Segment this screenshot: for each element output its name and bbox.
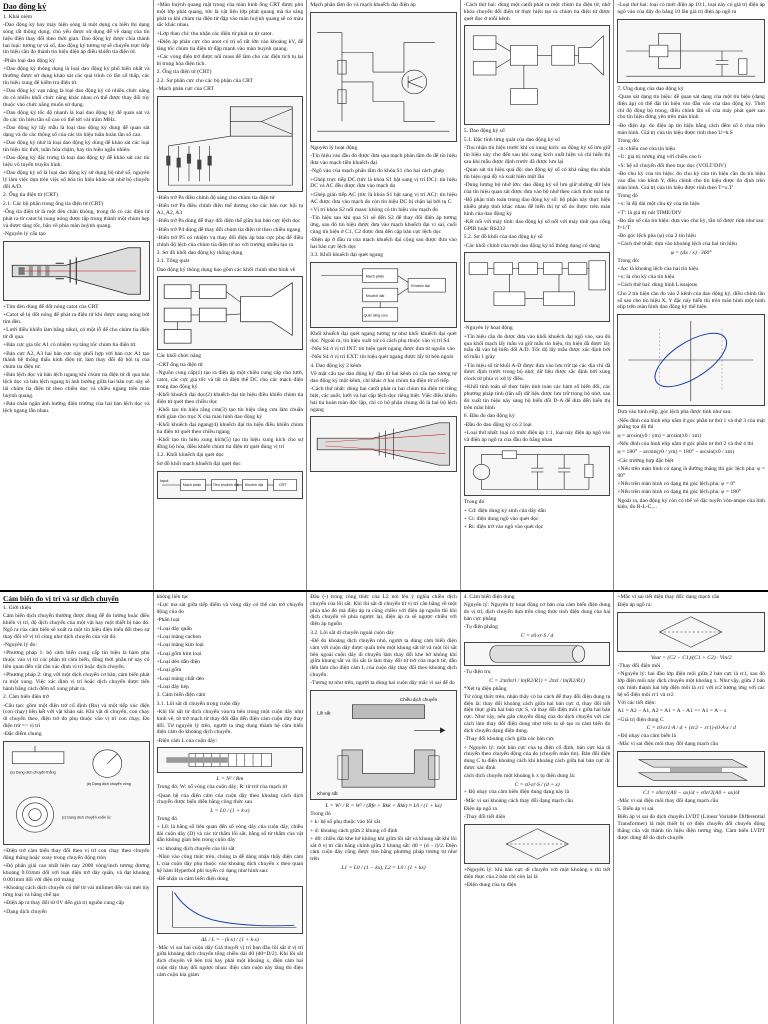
potentiometer-types-figure	[3, 741, 150, 845]
lissajous-ellipse-diagram	[617, 314, 765, 406]
text-paragraph: + Độ nhạy của cảm biến điện dung dạng này là	[463, 789, 570, 796]
text-paragraph: -Khối tạo tín hiệu xung kích(5) tạo tín hiệu xung kích cho sự đồng bộ hóa, điều khiển chùm tia điện tử quét đúng vị trí	[156, 437, 304, 451]
bridge-circuit-figure	[464, 824, 611, 864]
top-column-3	[307, 0, 461, 590]
text-paragraph: +Lực ma sát giữa tiếp điểm và vòng dây có thể cản trở chuyển động của đo	[156, 602, 304, 616]
dielectric-plates-figure	[617, 751, 765, 787]
block-label: Khuếch đại	[365, 294, 385, 298]
paragraph-group	[617, 409, 765, 511]
text-paragraph: 5. Biến áp vi sai	[617, 806, 654, 812]
paragraph-group	[617, 2, 765, 16]
text-paragraph: +x: khoảng dịch chuyển của lõi sắt	[156, 845, 235, 852]
text-paragraph: -Đặc điểm chung	[3, 731, 42, 738]
figure-label: Khung sắt	[317, 791, 338, 797]
text-paragraph: -Tụ điện trụ	[463, 669, 491, 676]
paragraph-group	[464, 499, 611, 531]
vertical-amp-block-diagram	[157, 471, 304, 499]
text-paragraph: -Khối khuếch đại ngang(4) khuếch đại tín hiệu điều khiển chùm tia điện tử quét theo chiều ngang	[156, 422, 304, 435]
text-paragraph: 6. Đầu đo dao động ký	[463, 413, 515, 420]
text-paragraph: -Nhìn vào công thức trên, chúng ta dễ dàng nhận thấy điện cảm L của cuộn dây phụ thuộc vào khoảng dịch chuyển x theo quan hệ hàm Hyperbol phi tuyến có dạng như hình sau:	[156, 854, 304, 874]
paragraph-group	[157, 594, 304, 744]
paragraph-group	[310, 2, 457, 9]
paragraph-group	[157, 353, 304, 467]
text-paragraph: + d: khoảng cách giữa 2 khung cổ định	[310, 827, 398, 834]
text-paragraph: 1. Giới thiệu	[3, 605, 32, 612]
dual-beam-crt-diagram	[310, 416, 457, 472]
text-paragraph: -CRT ống tia điện tử	[156, 361, 203, 368]
text-paragraph: +Loại gốm	[156, 667, 182, 674]
text-paragraph: -Các khối chính của một dao động ký số thông dụng có dạng	[463, 242, 600, 249]
section-title-position-sensors: Cảm biến đo vị trí và sự dịch chuyển	[3, 594, 119, 603]
text-paragraph: -Tín hiệu sau khi qua S1 sẽ đến S2 để thay đổi điện áp tương ứng, sau đó tín hiệu được đưa vào mạch khuếch đại vi sai, cuối cùng tín hiệu ở C1, C2 được đưa đến cặp bản cực lệch dọc	[310, 215, 457, 235]
section-position-sensors	[0, 592, 768, 1024]
differential-inductance-equation: L1 = L0 / (1 − kx), L2 = L0 / (1 + kx)	[341, 864, 426, 871]
text-paragraph: Với các tiết diện:	[617, 700, 656, 706]
paragraph-group	[3, 304, 150, 415]
top-column-5	[614, 0, 768, 590]
text-paragraph: +Loại dây quấn	[156, 625, 192, 632]
crt-bias-circuit-diagram	[157, 96, 304, 192]
text-paragraph: +Mắc vi sai tiết diện thay đổi: dạng mạch cầu	[617, 594, 720, 600]
bottom-column-3	[307, 592, 461, 1024]
bottom-column-4	[461, 592, 615, 1024]
text-paragraph: +Loại gốm kim loại	[156, 650, 202, 657]
text-paragraph: +Dao động ký lấy mẫu là loại dao động ký dùng để quan sát dạng và đo các thông số của các tín hiệu tuần hoàn tần số cao.	[3, 124, 150, 138]
text-paragraph: +Tín hiệu số từ khối A-D được đưa vào lưu trữ tại các địa chỉ đã được định trước trong bộ nhớ, dữ liệu được sắc định bởi xung clock từ phía vi xử lý điều.	[463, 362, 611, 383]
top-column-2	[154, 0, 308, 590]
text-paragraph: +Nếu trên màn hình có dạng thì góc lệch pha: φ = 180°	[617, 489, 741, 496]
paragraph-group	[157, 195, 304, 274]
text-paragraph: Trong đó: W: số vòng của cuộn dây; R: từ trở của mạch từ	[156, 784, 288, 791]
text-paragraph: +h: chiều cao của tín hiệu	[617, 146, 676, 153]
text-paragraph: +Catot sẽ bị đốt nóng để phát ra điện tử khi được nung nóng bởi tim đèn.	[3, 311, 150, 325]
paragraph-group	[617, 733, 765, 748]
paragraph-group	[464, 2, 611, 22]
figure-label: Lõi sắt	[317, 710, 331, 716]
text-paragraph: -Thay đổi điện môi	[617, 662, 661, 669]
text-paragraph: Sơ đồ khối mạch khuếch đại quét dọc	[156, 460, 241, 467]
text-paragraph: Nguyên lý: Nguyên lý hoạt động cơ bản của cảm biến điện dung đo vị trí, dịch chuyển dựa trên công thức tính điện dung của hai bản cực phẳng	[463, 602, 611, 622]
text-paragraph: + Ri: điện trở vào ngõ vào quét dọc	[463, 524, 544, 531]
text-paragraph: -Ống tia điện tử là một đèn chân không, trong đó có các điện tử phát ra từ catot bị nung nóng được tập trung thành một chùm hẹp và được tăng tốc, bắn về phía màn huỳnh quang.	[3, 208, 150, 229]
text-paragraph: + d0: chiều dài khe hở không khí giữa lõi sắt và khung sắt khi lõi sắt ở vị trí cân bằng chính giữa 2 khung sắt: d0 = (d − l)/2. Điện cảm cuộn dây cũng được tìm bằng phương pháp tương tự như trên	[310, 835, 457, 863]
text-paragraph: -Cách thứ hai: dùng một catốt phát ra một chùm tia điện tử, nhờ khóa chuyển đổi điện tử thực hiện tạo ra chùm tia điện tử được quét đọc ở mỗi kênh	[463, 2, 611, 22]
bottom-column-5	[614, 592, 768, 1024]
paragraph-group	[3, 605, 150, 738]
text-paragraph: +Tim đèn dùng để đốt nóng catot của CRT	[3, 303, 99, 310]
text-paragraph: +Phương pháp 1: bộ cảm biến cung cấp tín hiệu là hàm phụ thuộc vào vị trí các phần tử cảm biến, đồng thời phần tử này có liên quan đến vật cần xác định vị trí hoặc dịch chuyển.	[3, 650, 150, 671]
text-paragraph: -Biến trở P4 dùng để thay đổi chùm tia điện tử theo chiều ngang	[156, 226, 301, 233]
text-paragraph: Từ công thức trên, nhận thấy có ba cách để thay đổi điện dung tụ điện là: thay đổi khoảng cách giữa hai bản cực d, thay đổi tiết diện thực giữa hai bản cực S, và thay đổi điện môi ε giữa hai bản cực. Như vậy, nếu gắn chuyển động của đo dịch chuyển với các cách làm thay đổi điện dung như trên ta sẽ tạo ra cảm biến đo dịch chuyển dạng điện dung.	[463, 693, 611, 734]
text-paragraph: 2. Cảm biến điện trở	[3, 694, 49, 701]
text-paragraph: -Biến trở Pa điều chỉnh độ sáng cho chùm tia điện tử	[156, 194, 275, 201]
text-paragraph: -Nếu S4 ở vị trí EXT: tín hiệu quét ngang được lấy từ bên ngoài	[310, 354, 454, 361]
text-paragraph: -Thay đổi khoảng cách giữa các bản cực	[463, 736, 555, 743]
plate-capacitor-equation: C = ε0·εr·S / d	[520, 632, 554, 639]
text-paragraph: -Dung lượng bộ nhớ lớn: dao động ký số lưu giữ những dữ liệu của tín hiệu quan sát được đưa vào bộ nhớ theo cách thức toàn tự	[463, 182, 611, 195]
text-paragraph: 1. Khái niệm	[3, 13, 33, 20]
text-paragraph: +U: giá trị tương ứng với chiều cao h	[617, 154, 701, 161]
text-paragraph: 7. Ứng dụng của dao động ký	[617, 85, 684, 92]
paragraph-group	[617, 663, 765, 724]
text-paragraph: +Dao động ký thông dụng là loại dao động ký phổ biến nhất và thường được sử dụng khảo sát các quá trình có tần số thấp, các tín hiệu xung để kiểm tra điện tử.	[3, 65, 150, 86]
text-paragraph: 2. Ống tia điện tử (CRT)	[156, 69, 212, 76]
text-paragraph: Ngoài ra, dao động ký còn có thể vẽ đặc tuyến vôn-ampe của linh kiện, đo R-L-C,...	[617, 497, 765, 511]
text-paragraph: 3. Cảm biến điện cảm	[156, 692, 206, 699]
text-paragraph: -Điện cảm L của cuộn dây:	[156, 737, 218, 744]
block-label: Khuếch đại	[411, 284, 430, 289]
horizontal-amp-block-diagram	[310, 262, 457, 328]
text-paragraph: +Loại màng kim loại	[156, 642, 204, 649]
text-paragraph: +Khối tính toán sẽ thực hiện tính toán các hàm số biến đổi, các phương pháp tính (tần số) dữ liệu được lưu trữ trong bộ nhớ, sau đó xuất tín hiệu này sang bộ biến đổi D-A để đưa đến hiển thị trên màn hình	[463, 384, 611, 411]
paragraph-group	[464, 128, 611, 249]
cylinder-capacitor-equation: C = 2πε0εrl / ln(R2/R1) = 2πεl / ln(R2/R1)	[489, 677, 585, 684]
text-paragraph: +Loại dây kép	[156, 683, 189, 690]
text-paragraph: -Mắc vi sai khoảng cách thay đổi dạng mạch cầu	[463, 797, 573, 804]
text-paragraph: -Nếu S4 ở vị trí INT: tín hiệu quét ngang được đưa từ nguồn vào	[310, 346, 455, 353]
text-paragraph: Cảm biến dịch chuyển thường được dùng để đo lường hoặc điều khiển vị trí, độ dịch chuyển của một vật hay một thiết bị nào đó. Ngõ ra của cảm biến sẽ xuất ra một tín hiệu điện biến đổi theo sự thay đổi về vị trí cũng như dịch chuyển của vật đó.	[3, 613, 150, 640]
text-paragraph: -Các trường hợp đặc biệt	[617, 457, 674, 464]
phase-equation: φ = (Δx / x) · 360°	[670, 249, 712, 256]
text-paragraph: +Khoảng cách dịch chuyển có thể từ vài milimet đến vài mét tùy từng loại và hãng chế tạo	[3, 885, 150, 899]
text-paragraph: -Ngõ vào của mạch phân tầm đo khóa S1 cho hai cách ghép	[310, 168, 445, 175]
text-paragraph: +Bản chắn ngăn ảnh hưởng điện trường của hai bản lệch dọc và lệch ngang lẫn nhau.	[3, 401, 150, 414]
text-paragraph: + Ci: điện dung ngõ vào quét dọc	[463, 516, 539, 523]
text-paragraph: 2.2. Sự phân cực cho các bộ phận của CRT	[156, 77, 253, 84]
text-paragraph: -Mắc vi sai điện môi thay đổi dạng mạch cầu	[617, 741, 719, 748]
text-paragraph: -Khối tạo tín hiệu răng cưa(3) tạo tín hiệu răng cưa làm chuẩn thời gian cho trục X của màn hình dao động ký	[156, 407, 304, 420]
text-paragraph: +Bản lệch dọc và bản lệch ngang khi chùm tia điện tử đi qua bản lệch dọc và bản lệch ngang bị ảnh hưởng giữa hai bản cực này sẽ lái chùm tia điện tử theo chiều dọc và chiều ngang trên màn huỳnh quang.	[3, 372, 150, 399]
text-paragraph: -Khối khuếch đại dọc(2) khuếch đại tín hiệu điều khiển chùm tia điện tử quét theo chiều dọc	[156, 391, 304, 405]
text-paragraph: Các khối chức năng	[156, 353, 202, 360]
paragraph-group	[310, 145, 457, 259]
paragraph-group	[464, 789, 611, 821]
text-paragraph: Trong đó	[156, 815, 178, 822]
text-paragraph: Khối khuếch đại quét ngang tương tự như khối khuếch đại quét dọc. Ngoài ra, tín hiệu xuất xứ có cách phụ thuộc vào vị trí S4	[310, 331, 457, 344]
paragraph-group	[157, 784, 304, 806]
text-paragraph: +Độ phân giải cao nhất hiện nay 2000 vòng/inch tương đương khoảng 0.01mm đối với loại điện trở dây quấn, và đạt khoảng 0.001mm đối với điện trở màng	[3, 863, 150, 883]
text-paragraph: 4. Cảm biến điện dung	[463, 594, 515, 600]
figure-label: (b) Dạng dịch chuyển vòng	[86, 782, 131, 787]
text-paragraph: -Đo góc lệch pha (φ) của 2 tín hiệu	[617, 233, 696, 240]
text-paragraph: -Thu nhận tín hiệu trước khi có xung kích: ao động ký số lưu giữ tín hiệu này cho đến sau khi xung kích xuất hiện và chỉ hiển thị sau khi mẫu được định trước đã được lưu lại	[463, 145, 611, 165]
text-paragraph: 5.2. Sơ đồ khối của dao động ký số	[463, 234, 543, 241]
figure-label: (a) Dạng dịch chuyển thẳng	[10, 770, 56, 775]
text-paragraph: -Loại thứ hai: loại có mức điện áp 10:1, loại này có giá trị điện áp ngõ vào của dây đo bằng 10 lần giá trị điện áp ngõ ra	[617, 2, 765, 15]
text-paragraph: Trong đó	[617, 193, 638, 199]
text-paragraph: -Biến trở Pa điều chỉnh điện thế dương cho các bản cực hội tụ A1, A2, A3	[156, 203, 304, 216]
distance-capacitor-equation: C = ε0·εr·S / (d + x)	[514, 781, 560, 788]
text-paragraph: +Dao động ký tốc độ nhanh là loại dao động ký để quan sát và đo các tín hiệu tần số cao có thể tới vài trăm MHz.	[3, 109, 150, 123]
text-paragraph: +Dao động ký số là loại dao động ký sử dụng bộ nhớ số, nguyên lý làm việc dựa trên việc số hóa tín hiệu khảo sát nhờ bộ chuyển đổi A/D.	[3, 170, 150, 190]
text-paragraph: +Loại thứ nhất: loại có mức điện áp 1:1, loại này điện áp ngõ vào và điện áp ngõ ra của đầu đo bằng nhau	[463, 429, 611, 443]
input-attenuator-circuit	[310, 12, 457, 142]
text-paragraph: Trong đó	[463, 499, 485, 506]
text-paragraph: -Biến trở P5 có nhiệm vụ thay đổi điện áp bản cực phụ để điều chỉnh độ lệch của chùm tia điện tử so với trường nhiều tạo ra	[156, 234, 304, 248]
text-paragraph: + Nguyên lý: một bản cực của tụ điện cố định, bản cực kia di chuyển theo chuyển động của đo (chuyển mãn tin). Bản đổi điện dung C tụ điện khoảng cách khi khoảng cách giữa hai bản cực dc được xác định	[463, 744, 611, 771]
text-paragraph: 3.1. Tổng quát	[156, 258, 190, 265]
electronic-switch-diagram	[464, 25, 611, 125]
bridge-output-equation: Vout = (C2 − C1)/(C1 + C2) · Vin/2	[650, 655, 732, 662]
text-paragraph: +Điện trở cảm biến thay đổi theo vị trí con chạy theo chuyển động thẳng hoặc xoay trong chuyển động tròn	[3, 848, 150, 861]
text-paragraph: 4. Dao động ký 2 kênh	[310, 362, 362, 369]
paragraph-group	[617, 798, 765, 842]
text-paragraph: cách dịch chuyển một khoảng k x tụ điện dung là:	[463, 773, 576, 780]
text-paragraph: + L0: là hằng số liên quan đến số vòng dây của cuộn dây, chiều dài cuộn dây (D) và các từ thẩm lõi sắt, bằng số từ thẩm của vật dẫn không gian bên trong cuộn dây	[156, 823, 304, 844]
text-paragraph: Trong đó:	[617, 257, 640, 264]
text-paragraph: +S: hệ số chuyển đổi theo trục dọc (VOLT/DIV)	[617, 162, 726, 169]
solenoid-core-figure	[157, 747, 304, 773]
text-paragraph: +Cách thứ nhất: dựa vào khoảng lệch của hai tín hiệu	[617, 241, 737, 248]
text-paragraph: -Để nhận ra cảm biến điện dung	[156, 876, 229, 882]
text-paragraph: -Quan sát dạng tín hiệu: để quan sát dạng của một tín hiệu (dạng điện áp) có thể đặt tín hiệu vào đầu vào của dao động ký. Thời chỉ độ động bộ trong, điều chỉnh tần số của máy phát quét sao cho tín hiệu đứng yên trên màn hình	[617, 93, 765, 121]
text-paragraph: -Kết nối với máy tính: dao động ký số nối với máy tính qua cổng GPIB hoặc RS232	[463, 219, 611, 232]
block-label: Mạch phân	[365, 274, 385, 279]
text-paragraph: -Mắc vi sai hai cuộn dây Giả thuyết vị trí ban đầu lõi sắt ở vị trí giữa khoảng dịch chuyển tổng chiều dài d0 (d0=D/2). Khi lõi sắt dịch chuyển về bên trái hay phải một khoảng x, điện cảm hai cuộn dây thay đổi ngược nhau: điện cảm cuộn này tăng thì điện cảm cuộn kia giảm	[156, 944, 304, 978]
figure-label: Chiều dịch chuyển	[400, 696, 438, 702]
text-paragraph: +Lớp than chì: thu nhận các điện tử phát ra từ catot.	[156, 30, 273, 37]
text-paragraph: -Nguyên lý đo:	[3, 642, 37, 649]
text-paragraph: +Loại màng chất dẻo	[156, 675, 205, 682]
text-paragraph: -Bộ phận tính toán trong dao động ký số: bộ phận này thực hiện nhiều phép tính khác nhau để hiển thị tự số do được trên màn hình của dao động ký	[463, 197, 611, 217]
text-paragraph: -Phân loại	[156, 617, 180, 624]
text-paragraph: +Dao động ký vạn năng là loại dao động ký có nhiều chức năng do có nhiều khối chức năng khác nhau có thể được thay đổi tùy thuộc vào chức năng muốn sử dụng.	[3, 87, 150, 108]
text-paragraph: Cho 2 tín hiệu cần đo vào 2 kênh của dao động ký, điều chỉnh tần số sao cho tín hiệu X, Y đặc này hiển thị trên màn hình một hình elip trên màn hình dao động ký thể hiện	[617, 290, 765, 311]
text-paragraph: +Phương pháp 2: ứng với một dịch chuyển cơ bản, cảm biến phát ra một xung. Việc xác định vị trí hoặc dịch chuyển được tiến hành bằng cách đếm số xung phát ra.	[3, 672, 150, 692]
text-paragraph: -Quan sát tín hiệu quá độ: dao động ký số có khả năng thu nhận tín hiệu quá độ và xuất hiện một lần	[463, 167, 611, 180]
text-paragraph: -Tín hiệu vào đầu đo được đưa qua mạch phân tầm đo để tín hiệu đưa vào mạch tiền khuếch đại	[310, 153, 457, 166]
text-paragraph: -Đo chu kỳ của tín hiệu: đo chu kỳ của tín hiệu cần đo tín hiệu vào đầu vào kênh Y, điều chỉnh cho tín hiệu được ổn định trên màn hình. Giá trị của tín hiệu được tính theo T=x.T'	[617, 171, 765, 191]
section-title-oscilloscope: Dao động ký	[3, 2, 47, 11]
inductance-displacement-equation: L = L0 / (1 + k·x)	[210, 807, 250, 814]
paragraph-group	[157, 2, 304, 93]
text-paragraph: 5. Dao động ký số	[463, 128, 505, 135]
text-paragraph: Nguyên lý hoạt động	[310, 144, 358, 151]
text-paragraph: +x: là độ dài một chu kỳ của tín hiệu	[617, 201, 700, 208]
text-paragraph: +Δx: là khoảng lệch của hai tín hiệu	[617, 265, 699, 272]
block-label: Mạch phân	[182, 482, 201, 487]
text-paragraph: -Tụ điện phẳng	[463, 624, 498, 631]
text-paragraph: -Mạch phân cực của CRT	[156, 85, 214, 92]
text-paragraph: +Ghép gián tiếp AC (tức là khóa S1 bật sang vị trí AC): tín hiệu AC được đưa vào mạch đo còn tín hiệu DC bị chặn lại bởi tụ C	[310, 191, 457, 205]
paragraph-group	[310, 331, 457, 413]
inductance-equation: L = N² / Rm	[216, 776, 244, 783]
hyperbola-curve-figure	[157, 886, 304, 934]
paragraph-group	[464, 669, 611, 676]
oscilloscope-block-diagram	[157, 276, 304, 350]
crt-structure-diagram	[3, 241, 150, 301]
text-paragraph: 5.1. Đặc tính từng quát của dao động ký số	[463, 136, 560, 143]
text-paragraph: +Nếu trên màn hình có dạng thì góc lệch pha: φ = 0°	[617, 481, 736, 487]
text-paragraph: +Dao động ký nhớ là loại dao động ký dùng để khảo sát các loại tín hiệu lúc thời, tuần hòa chậm, hay tín hiệu ngẫu nhiên.	[3, 140, 150, 153]
text-paragraph: 3.1. Lõi sắt di chuyển trong cuộn dây	[156, 700, 241, 707]
cylinder-capacitor-figure	[464, 642, 611, 666]
text-paragraph: -Phân loại dao động ký	[3, 57, 55, 64]
text-paragraph: -Cấu tạo: gồm một điện trở cố định (Rn) và một tiếp xúc điện (con chạy) liên kết với vật khảo sát. Khi vật di chuyển, con chạy di chuyển theo, điện trở đo phụ thuộc vào vị trí con chạy. Đo điện trở => vị trí	[3, 702, 150, 730]
probe-1x-circuit	[464, 446, 611, 496]
text-paragraph: -Biến trở Pa dùng để thay đổi điện thế giữa hai bản cực lệch dọc	[156, 218, 301, 225]
text-paragraph: 3.2. Khối khuếch đại quét dọc	[156, 452, 224, 459]
paragraph-group	[157, 945, 304, 979]
text-paragraph: -Nguyên lý cấu tạo	[3, 230, 46, 237]
text-paragraph: Điện áp ngõ ra	[463, 806, 497, 812]
block-label: Khuếch đại	[244, 482, 263, 487]
text-paragraph: +T': là giá trị nút TIME/DIV	[617, 209, 682, 216]
external-core-inductive-sensor-figure	[310, 690, 457, 800]
text-paragraph: -Đo điện áp: đo điện áp tín hiệu bằng cách đếm số ô chia trên màn hình. Giá trị của tín hiệu được tính theo U=h.S	[617, 122, 765, 136]
text-paragraph: -Nếu đỉnh của hình elip nằm ở góc phần tư thứ 2 và thứ 4 thì	[617, 440, 754, 447]
figure-label: (c) Dạng dịch chuyển xoắn ốc	[61, 815, 111, 820]
text-paragraph: -Để đo khoảng dịch chuyển nhỏ, người ta dùng cảm biến điện cảm với cuộn dây được quấn trên một khung sắt từ và một lõi sắt bên ngoài cuộn dây di chuyển làm thay đổi khe hở không khí giữa khung sắt và lõi sắt là làm thay đổi từ trở của mạch từ, dẫn đến làm cho điện cảm L của cuộn dây thay đổi theo khoảng dịch chuyển.	[310, 637, 457, 678]
text-paragraph: -Điện áp ở đầu ra của mạch khuếch đại cộng sau được đưa vào hai bản cực lệch dọc	[310, 237, 457, 250]
text-paragraph: 3.2. Lõi sắt di chuyển ngoài cuộn dây	[310, 629, 395, 636]
text-paragraph: φ = arcsin(y0 / ym) = arcsin(x0 / xm)	[617, 432, 701, 439]
text-paragraph: +Dạng dịch chuyển	[3, 908, 47, 915]
paragraph-group	[464, 594, 611, 631]
paragraph-group	[310, 811, 457, 863]
paragraph-group	[310, 594, 457, 687]
text-paragraph: +Điện áp phân cực cho anot có trị số rất lớn vào khoảng kV, để tăng tốc chùm tia điện tử đập mạnh vào màn huỳnh quang.	[156, 39, 304, 52]
dielectric-diff-equation: C1 = ε0εr1(A0 − ax)/d + ε0εr2(A0 + ax)/d	[643, 789, 740, 796]
text-paragraph: Dao động ký thông dụng bao gồm các khối chính như hình vẽ	[156, 266, 296, 273]
area-bridge-figure	[617, 612, 765, 652]
text-paragraph: Mạch phân tầm đo và mạch khuếch đại điện áp	[310, 2, 416, 8]
bottom-column-1	[0, 592, 154, 1024]
text-paragraph: +Độ nhạy của cảm biến là	[617, 732, 676, 739]
text-paragraph: +Ghép trực tiếp DC (tức là khóa S1 bật sang vị trí DC): tín hiệu DC và AC đều được đưa vào mạch đo	[310, 176, 457, 190]
text-paragraph: -Mắc vi sai điện môi thay đổi dạng mạch cầu	[617, 797, 719, 804]
text-paragraph: +Nguyên lý: khi bản cực di chuyển với một khoảng x thì tiết diện thực của 2 bản chỉ còn lại là	[463, 867, 611, 880]
text-paragraph: +Điện dung của tụ điện	[463, 882, 517, 889]
text-paragraph: +Dao động ký đặc trưng là loại dao động ký để khảo sát các tín hiệu vô tuyến truyền hình.	[3, 155, 150, 168]
text-paragraph: +Cách thứ hai: dùng hình Lissajous	[617, 282, 698, 289]
text-paragraph: Trong đó	[310, 810, 331, 817]
text-paragraph: +Các vòng điện trở được nối mass để làm cho các điện tích tụ lại bị trung hòa điện tích.	[156, 54, 304, 67]
sensitivity-equation: ΔL / L = −(k·x) / (1 + k·x)	[200, 936, 259, 943]
text-paragraph: φ = 180° − arcsin(y0 / ym) = 180° − arcsin(x0 / xm)	[617, 449, 735, 456]
text-paragraph: -Tương tự như trên, người ta dùng hai cuộn dây mắc vi sai để đo	[310, 680, 455, 687]
text-paragraph: + Cd: điện dung ký sinh của dây dẫn	[463, 507, 546, 514]
text-paragraph: +Vị trí khóa S2 nối mass: không có tín hiệu vào mạch đo	[310, 206, 438, 213]
paragraph-group	[617, 86, 765, 249]
text-paragraph: -Đo tần số của tín hiệu: dựa vào chu kỳ, tần số được tính như sau: f=1/T	[617, 217, 765, 231]
paragraph-group	[3, 848, 150, 915]
text-paragraph: -Thay đổi tiết diện	[463, 814, 506, 821]
top-column-1	[0, 0, 154, 590]
digital-scope-block-diagram	[464, 252, 611, 322]
block-label: Quét răng cưa	[363, 313, 388, 318]
paragraph-group	[617, 594, 765, 609]
text-paragraph: Biến áp vi sai đo dịch chuyển LVDT (Linear Variable Differential Transformer) là một thiết bị cơ điện chuyển đổi chuyển động thẳng của vật thành tín hiệu điện tương ứng. Cảm biến LVDT được dùng để đo dịch chuyển	[617, 814, 765, 841]
dielectric-capacitor-equation: C = ε0·εr1·A / d + (εr2 − εr1)·ε0·A·x / d	[646, 724, 736, 731]
text-paragraph: +Điện áp ra thay đổi từ 0V đến giá trị nguồn cung cấp	[3, 900, 125, 907]
text-paragraph: Về mặt cấu tạo dao động ký đầu từ hai kênh có cấu tạo tương tự dao động ký một kênh, chỉ khác ở hai chùm tia điện tử cố tiếp	[310, 371, 457, 384]
probe-10x-circuit	[617, 19, 765, 83]
text-paragraph: 2. Ống tia điện tử (CRT)	[3, 192, 58, 199]
text-paragraph: A1 = A2 − A1, A2 = A1 = A − A1 => A1 = A − x	[617, 708, 727, 715]
paragraph-group	[157, 816, 304, 883]
paragraph-group	[464, 867, 611, 889]
text-paragraph: +Nếu trên màn hình có dạng là đường thẳng thì góc lệch pha: φ = 90°	[617, 465, 765, 479]
text-paragraph: +Loại dẻo dẫn điện	[156, 659, 200, 665]
text-paragraph: -Cách thứ nhất: dùng hai catốt phát ra hai chùm tia điện tử riêng biệt, các anốt, lưới và hai cặp lệch dọc riêng biệt. Việc điều khiển hai tia hoàn toàn độc lập, chỉ có bộ phận chung đó là hai bộ lệch ngang	[310, 386, 457, 413]
bottom-column-2	[154, 592, 308, 1024]
text-paragraph: Trong đó:	[617, 137, 640, 144]
text-paragraph: +Lưới điều khiển làm bằng nikel, có một lỗ để cho chùm tia điện tử đi qua.	[3, 327, 150, 340]
text-paragraph: Điện áp ngõ ra:	[617, 602, 653, 609]
text-paragraph: +Loại màng cacbon	[156, 634, 202, 641]
paragraph-group	[3, 14, 150, 238]
text-paragraph: *Xét tụ điện phẳng	[463, 685, 507, 692]
text-paragraph: -Quan hệ của điện cảm của cuộn dây theo khoảng cách dịch chuyển được biểu diễn bằng công thức sau	[156, 792, 304, 806]
top-column-4	[461, 0, 615, 590]
block-label: Tiền khuếch đại	[212, 482, 239, 487]
text-paragraph: -Nguồn cung cấp(1) tạo ra điện áp một chiều cung cấp cho lưới, catot, các cực gia tốc và tất cả điện thế DC cho các mạch điện trong dao động ký	[156, 370, 304, 390]
block-label: CRT	[278, 482, 286, 487]
paragraph-group	[464, 686, 611, 781]
text-paragraph: -Nếu đỉnh của hình elip nằm ở góc phần tư thứ 1 và thứ 3 của mặt phẳng tọa độ thì	[617, 417, 765, 431]
text-paragraph: Đầu (-) trong công thức của L2 nói lên ý nghĩa chiều dịch chuyển của lõi sắt. Khi lõi sắt di chuyển từ vị trí cân bằng về một phía nào đó mà điện áp ra cũng chiều với điện áp nguồn thì khi dịch chuyển về phía ngược lại, điện áp ra sẽ ngược chiều với điện áp nguồn	[310, 594, 457, 628]
block-label: Input	[159, 478, 168, 483]
paragraph-group	[617, 258, 765, 312]
text-paragraph: + k: hệ số phụ thuộc vào lõi sắt	[310, 819, 381, 826]
text-paragraph: +Bản cực gia tốc A1 có nhiệm vụ tăng tốc chùm tia điện tử.	[3, 342, 137, 349]
text-paragraph: +Màn huỳnh quang mặt trong của màn hình ống CRT được phủ một lớp phát quang, tức là vật liệu lớp phát quang mà tia sáng phát ra khi chùm tia điện tử đập vào màn huỳnh quang sẽ có màu sắc khác nhau.	[156, 2, 304, 29]
text-paragraph: -Khi lõi sắt từ dịch chuyển vào/ra bên trong một cuộn dây như hình vẽ, từ trở mạch từ thay đổi dẫn đến điện cảm cuộn dây thay đổi. Từ nguyên lý trên, người ta ứng dụng thành hệ cảm biến điện cảm đo khoảng dịch chuyển.	[156, 708, 304, 736]
text-paragraph: -Đầu đo dao động ký có 2 loại	[463, 421, 532, 428]
text-paragraph: +x: là chu kỳ của tín hiệu	[617, 274, 675, 281]
text-paragraph: 3. Sơ đồ khối dao động ký thông dụng	[156, 249, 243, 256]
paragraph-group	[464, 325, 611, 443]
text-paragraph: -Nguyên lý hoạt động	[463, 325, 513, 332]
text-paragraph: 2.1. Các bộ phận trong ống tia điện tử (CRT)	[3, 200, 104, 207]
text-paragraph: 3.3. Khối khuếch đại quét ngang	[310, 252, 384, 259]
text-paragraph: +Giá trị điện dung C	[617, 716, 664, 723]
text-paragraph: +Nguyên lý: hai đầu lớp điện môi giữa 2 bản cực là εr1, sau đó lớp điện môi này dịch chuyển một khoảng x. Như vậy, giữa 2 bản cực hình thành hai lớp điện môi là εr1 với εr2 tương ứng với các hệ số điện môi εr1 và εr2	[617, 671, 765, 698]
text-paragraph: +Tín hiệu cần đo được đưa vào khối khuếch đại ngõ vào, sau đó qua khối mạch lấy mẫu và giữ mẫu tín hiệu, tín hiệu đã được lấy mẫu đã vào bộ biến đổi A/D. Tốc độ lấy mẫu được xác định bởi số mẫu 1 giây	[463, 333, 611, 361]
text-paragraph: không liên tục	[156, 594, 189, 600]
text-paragraph: -Dao động ký hay máy hiện sóng là một dụng cụ hiển thị dạng sóng rất thông dụng, chủ yếu được sử dụng để vẽ dạng của tín hiệu điện thay đổi theo thời gian. Dao động ký được chia thành hai loại: tương tự và số, dao động ký tương tự sẽ chuyển trực tiếp tín hiệu cần đo thành tín hiệu điện áp điều khiển tia điện tử.	[3, 22, 150, 56]
inductance-gap-equation: L = W² / R = W² / (Rfe + Rkk + Rkk) ≈ L0 / (1 + kx)	[325, 803, 442, 810]
text-paragraph: Dựa vào hình elip, góc lệch pha được tính như sau:	[617, 409, 732, 416]
text-paragraph: +Bản cực A2, A3 hai bản cực này phối hợp với bản cực A1 tạo thành hệ thống thấu kính điện tử, làm thay đổi độ hội tụ của chùm tia điện tử.	[3, 350, 150, 371]
